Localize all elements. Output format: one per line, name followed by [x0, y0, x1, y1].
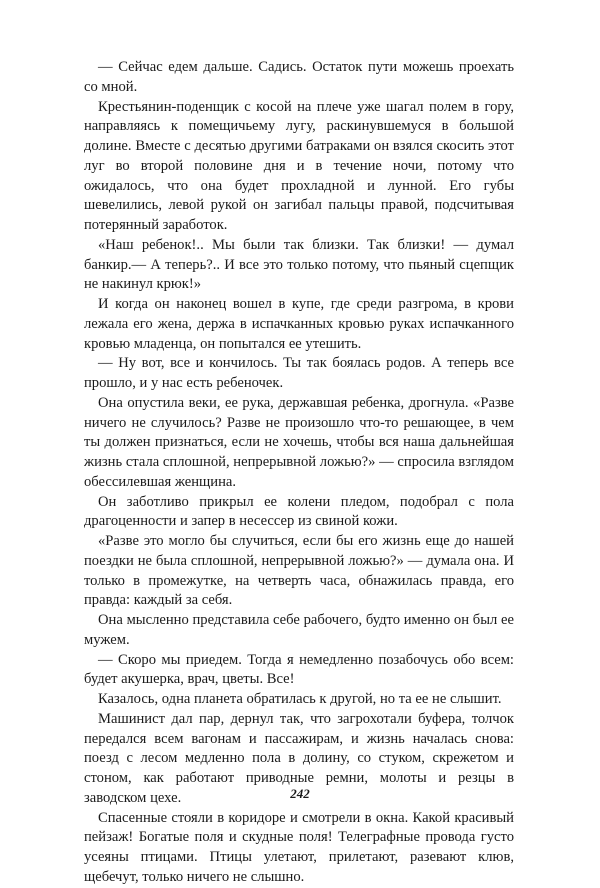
- paragraph: — Сейчас едем дальше. Садись. Остаток пути можешь проехать со мной.: [84, 59, 514, 95]
- paragraph: Машинист дал пар, дернул так, что загрохотали буфера, толчок передался всем вагонам и пассажирам, и жизнь началась снова: поезд с лесом медленно пола в долину, со стуком, скрежетом и стоном, как работают приводные ремни, молоты и резцы в заводском цехе.: [84, 710, 514, 806]
- paragraph: Она опустила веки, ее рука, державшая ребенка, дрогнула. «Разве ничего не случилось? Разве не произошло что-то решающее, в чем ты должен признаться, если не хочешь, чтобы вся наша дальнейшая жизнь стала сплошной, непрерывной ложью?» — спросила взглядом обессилевшая женщина.: [84, 394, 514, 490]
- paragraph: — Скоро мы приедем. Тогда я немедленно позабочусь обо всем: будет акушерка, врач, цветы. Все!: [84, 651, 514, 688]
- paragraph: «Разве это могло бы случиться, если бы его жизнь еще до нашей поездки не была сплошной, непрерывной ложью?» — думала она. И только в промежутке, на четверть часа, обнажилась правда, его правда: каждый за себя.: [84, 533, 514, 609]
- paragraph: «Наш ребенок!.. Мы были так близки. Так близки! — думал банкир.— А теперь?.. И все это только потому, что пьяный сцепщик не накинул крюк!»: [84, 236, 514, 293]
- paragraph: Казалось, одна планета обратилась к другой, но та ее не слышит.: [98, 691, 502, 707]
- paragraph: — Ну вот, все и кончилось. Ты так боялась родов. А теперь все прошло, и у нас есть ребеночек.: [84, 355, 514, 391]
- paragraph: Он заботливо прикрыл ее колени пледом, подобрал с пола драгоценности и запер в несессер из свиной кожи.: [84, 493, 514, 530]
- page-number: 242: [290, 786, 310, 801]
- paragraph: Спасенные стояли в коридоре и смотрели в окна. Какой красивый пейзаж! Богатые поля и скудные поля! Телеграфные провода густо усеяны птицами. Птицы улетают, прилетают, разевают клюв, щебечут, только ничего не слышно.: [84, 809, 514, 885]
- paragraph: Крестьянин-поденщик с косой на плече уже шагал полем в гору, направляясь к помещичьему лугу, раскинувшемуся в большой долине. Вместе с десятью другими батраками он взялся скосить этот луг во второй половине дня и в течение ночи, потому что ожидалось, что она будет прохладной и лунной. Его губы шевелились, левой рукой он загибал пальцы правой, подсчитывая потерянный заработок.: [84, 98, 514, 233]
- paragraph: Она мысленно представила себе рабочего, будто именно он был ее мужем.: [84, 612, 514, 648]
- page-text-block: [84, 58, 514, 888]
- paragraph: И когда он наконец вошел в купе, где среди разгрома, в крови лежала его жена, держа в испачканных кровью руках испачканного кровью младенца, он попытался ее утешить.: [84, 296, 514, 352]
